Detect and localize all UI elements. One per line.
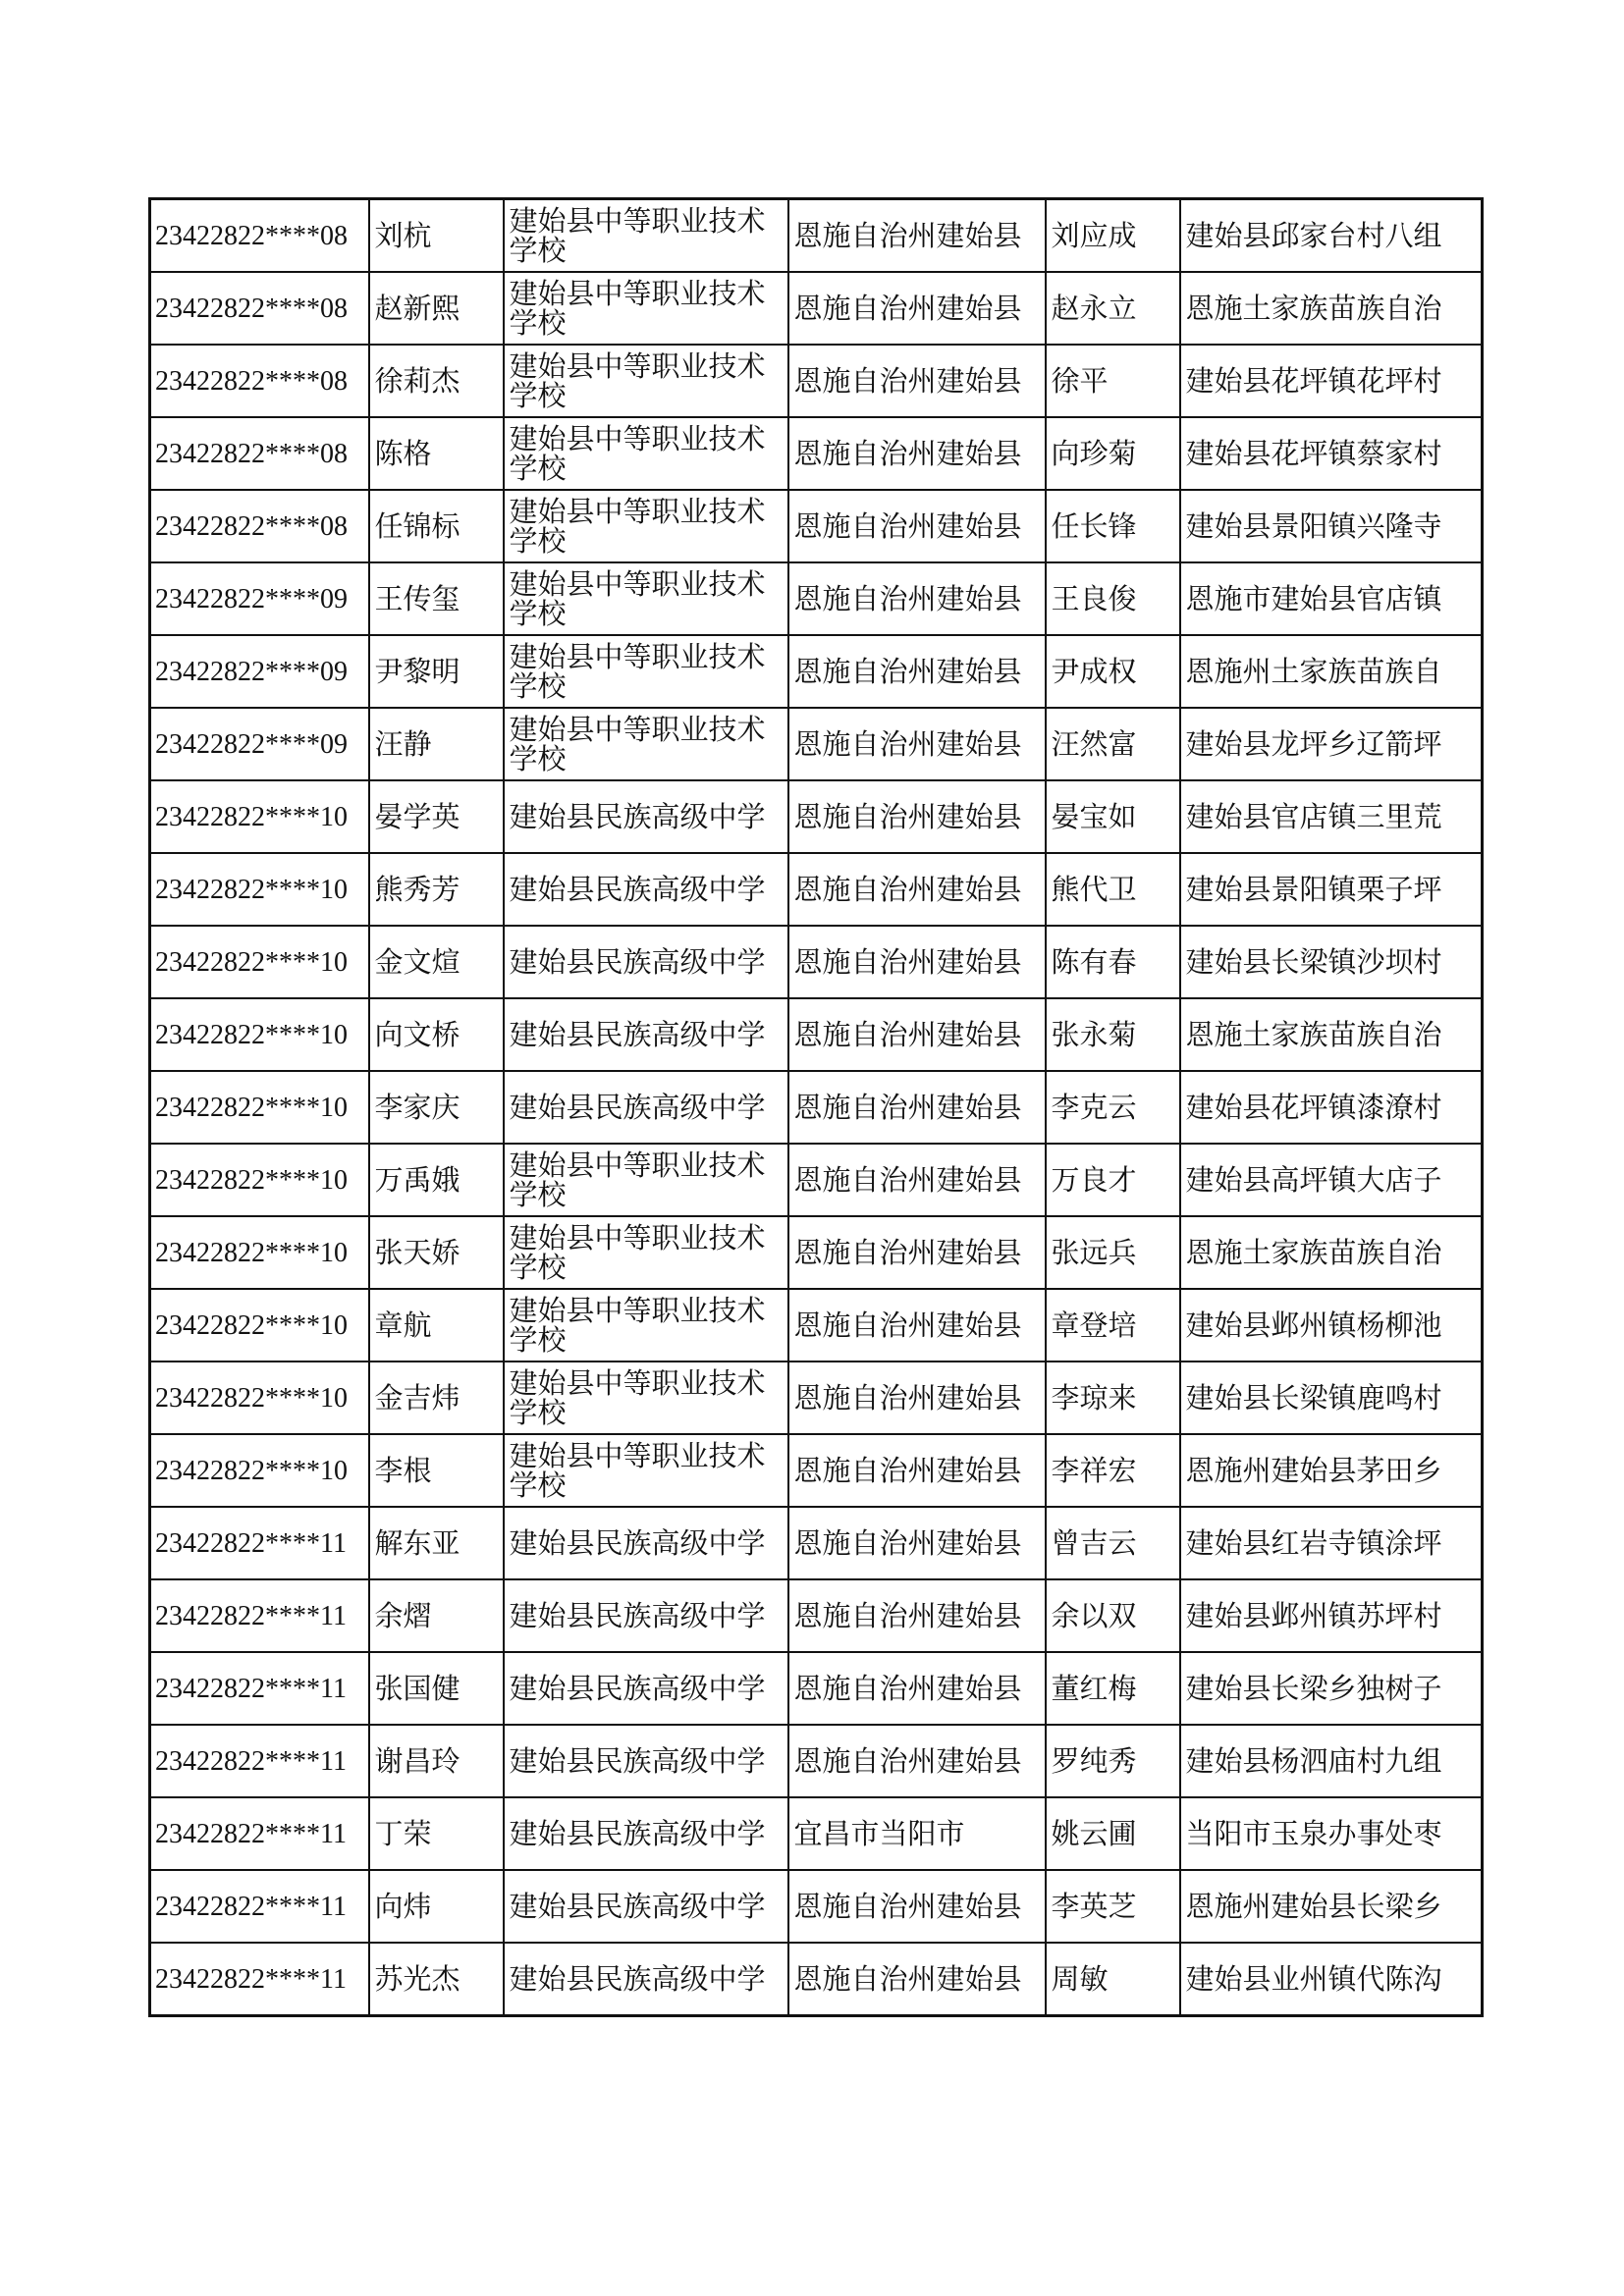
id-number-cell: 23422822****10: [150, 1434, 369, 1507]
student-name-cell: 徐莉杰: [369, 345, 504, 417]
guardian-name-cell: 张永菊: [1046, 998, 1180, 1071]
student-name-cell: 张国健: [369, 1652, 504, 1725]
region-cell: 恩施自治州建始县: [788, 1289, 1046, 1362]
guardian-name-cell: 赵永立: [1046, 272, 1180, 345]
guardian-name-cell: 张远兵: [1046, 1216, 1180, 1289]
guardian-name-cell: 李琼来: [1046, 1362, 1180, 1434]
table-row: [150, 345, 1483, 417]
address-cell: 建始县红岩寺镇涂坪: [1180, 1507, 1483, 1579]
guardian-name-cell: 罗纯秀: [1046, 1725, 1180, 1797]
school-cell: 建始县中等职业技术学校: [504, 708, 788, 780]
address-cell: 恩施土家族苗族自治: [1180, 998, 1483, 1071]
roster-body: [150, 199, 1483, 2016]
student-name-cell: 章航: [369, 1289, 504, 1362]
id-number-cell: 23422822****09: [150, 562, 369, 635]
school-cell: 建始县中等职业技术学校: [504, 635, 788, 708]
region-cell: 恩施自治州建始县: [788, 345, 1046, 417]
guardian-name-cell: 王良俊: [1046, 562, 1180, 635]
region-cell: 恩施自治州建始县: [788, 1071, 1046, 1144]
school-cell: 建始县中等职业技术学校: [504, 1216, 788, 1289]
school-cell: 建始县中等职业技术学校: [504, 417, 788, 490]
school-cell: 建始县中等职业技术学校: [504, 1362, 788, 1434]
id-number-cell: 23422822****11: [150, 1943, 369, 2016]
student-name-cell: 谢昌玲: [369, 1725, 504, 1797]
student-name-cell: 任锦标: [369, 490, 504, 562]
school-cell: 建始县中等职业技术学校: [504, 490, 788, 562]
id-number-cell: 23422822****08: [150, 490, 369, 562]
guardian-name-cell: 余以双: [1046, 1579, 1180, 1652]
guardian-name-cell: 姚云圃: [1046, 1797, 1180, 1870]
guardian-name-cell: 徐平: [1046, 345, 1180, 417]
id-number-cell: 23422822****09: [150, 635, 369, 708]
id-number-cell: 23422822****08: [150, 417, 369, 490]
address-cell: 当阳市玉泉办事处枣: [1180, 1797, 1483, 1870]
id-number-cell: 23422822****10: [150, 1289, 369, 1362]
region-cell: 恩施自治州建始县: [788, 562, 1046, 635]
id-number-cell: 23422822****11: [150, 1652, 369, 1725]
guardian-name-cell: 李克云: [1046, 1071, 1180, 1144]
guardian-name-cell: 尹成权: [1046, 635, 1180, 708]
address-cell: 建始县邺州镇杨柳池: [1180, 1289, 1483, 1362]
region-cell: 恩施自治州建始县: [788, 1434, 1046, 1507]
table-row: [150, 1434, 1483, 1507]
guardian-name-cell: 汪然富: [1046, 708, 1180, 780]
student-name-cell: 刘杭: [369, 199, 504, 273]
student-name-cell: 熊秀芳: [369, 853, 504, 926]
student-name-cell: 李家庆: [369, 1071, 504, 1144]
table-row: [150, 1144, 1483, 1216]
school-cell: 建始县民族高级中学: [504, 1071, 788, 1144]
guardian-name-cell: 曾吉云: [1046, 1507, 1180, 1579]
guardian-name-cell: 向珍菊: [1046, 417, 1180, 490]
school-cell: 建始县民族高级中学: [504, 926, 788, 998]
guardian-name-cell: 任长锋: [1046, 490, 1180, 562]
table-row: [150, 1289, 1483, 1362]
address-cell: 建始县花坪镇花坪村: [1180, 345, 1483, 417]
address-cell: 恩施州建始县长梁乡: [1180, 1870, 1483, 1943]
table-row: [150, 1362, 1483, 1434]
table-row: [150, 562, 1483, 635]
address-cell: 建始县邱家台村八组: [1180, 199, 1483, 273]
school-cell: 建始县民族高级中学: [504, 1725, 788, 1797]
table-row: [150, 1579, 1483, 1652]
address-cell: 恩施州建始县茅田乡: [1180, 1434, 1483, 1507]
id-number-cell: 23422822****10: [150, 1144, 369, 1216]
school-cell: 建始县民族高级中学: [504, 1652, 788, 1725]
table-row: [150, 1216, 1483, 1289]
student-name-cell: 李根: [369, 1434, 504, 1507]
student-name-cell: 金文煊: [369, 926, 504, 998]
guardian-name-cell: 晏宝如: [1046, 780, 1180, 853]
address-cell: 恩施土家族苗族自治: [1180, 272, 1483, 345]
student-name-cell: 金吉炜: [369, 1362, 504, 1434]
region-cell: 恩施自治州建始县: [788, 272, 1046, 345]
guardian-name-cell: 万良才: [1046, 1144, 1180, 1216]
id-number-cell: 23422822****11: [150, 1725, 369, 1797]
guardian-name-cell: 章登培: [1046, 1289, 1180, 1362]
id-number-cell: 23422822****10: [150, 926, 369, 998]
id-number-cell: 23422822****08: [150, 345, 369, 417]
address-cell: 恩施市建始县官店镇: [1180, 562, 1483, 635]
student-roster-table: [148, 197, 1484, 2017]
school-cell: 建始县民族高级中学: [504, 853, 788, 926]
table-row: [150, 1943, 1483, 2016]
table-row: [150, 1507, 1483, 1579]
region-cell: 宜昌市当阳市: [788, 1797, 1046, 1870]
school-cell: 建始县中等职业技术学校: [504, 1434, 788, 1507]
table-row: [150, 199, 1483, 273]
student-name-cell: 苏光杰: [369, 1943, 504, 2016]
address-cell: 建始县龙坪乡辽箭坪: [1180, 708, 1483, 780]
table-row: [150, 1725, 1483, 1797]
school-cell: 建始县中等职业技术学校: [504, 272, 788, 345]
table-row: [150, 417, 1483, 490]
id-number-cell: 23422822****08: [150, 272, 369, 345]
region-cell: 恩施自治州建始县: [788, 1725, 1046, 1797]
address-cell: 建始县业州镇代陈沟: [1180, 1943, 1483, 2016]
region-cell: 恩施自治州建始县: [788, 1507, 1046, 1579]
address-cell: 建始县花坪镇漆潦村: [1180, 1071, 1483, 1144]
school-cell: 建始县中等职业技术学校: [504, 562, 788, 635]
address-cell: 恩施州土家族苗族自: [1180, 635, 1483, 708]
region-cell: 恩施自治州建始县: [788, 1943, 1046, 2016]
address-cell: 恩施土家族苗族自治: [1180, 1216, 1483, 1289]
table-row: [150, 1797, 1483, 1870]
student-name-cell: 向文桥: [369, 998, 504, 1071]
address-cell: 建始县长梁乡独树子: [1180, 1652, 1483, 1725]
guardian-name-cell: 李英芝: [1046, 1870, 1180, 1943]
guardian-name-cell: 董红梅: [1046, 1652, 1180, 1725]
region-cell: 恩施自治州建始县: [788, 635, 1046, 708]
region-cell: 恩施自治州建始县: [788, 1652, 1046, 1725]
id-number-cell: 23422822****09: [150, 708, 369, 780]
school-cell: 建始县民族高级中学: [504, 780, 788, 853]
address-cell: 建始县杨泗庙村九组: [1180, 1725, 1483, 1797]
region-cell: 恩施自治州建始县: [788, 199, 1046, 273]
address-cell: 建始县高坪镇大店子: [1180, 1144, 1483, 1216]
student-name-cell: 汪静: [369, 708, 504, 780]
table-row: [150, 272, 1483, 345]
student-name-cell: 王传玺: [369, 562, 504, 635]
guardian-name-cell: 刘应成: [1046, 199, 1180, 273]
school-cell: 建始县中等职业技术学校: [504, 1144, 788, 1216]
region-cell: 恩施自治州建始县: [788, 998, 1046, 1071]
table-row: [150, 1071, 1483, 1144]
student-name-cell: 向炜: [369, 1870, 504, 1943]
id-number-cell: 23422822****10: [150, 1216, 369, 1289]
id-number-cell: 23422822****08: [150, 199, 369, 273]
address-cell: 建始县长梁镇鹿鸣村: [1180, 1362, 1483, 1434]
table-row: [150, 780, 1483, 853]
guardian-name-cell: 李祥宏: [1046, 1434, 1180, 1507]
student-name-cell: 余熠: [369, 1579, 504, 1652]
student-name-cell: 赵新熙: [369, 272, 504, 345]
guardian-name-cell: 陈有春: [1046, 926, 1180, 998]
region-cell: 恩施自治州建始县: [788, 1362, 1046, 1434]
id-number-cell: 23422822****10: [150, 780, 369, 853]
school-cell: 建始县民族高级中学: [504, 1943, 788, 2016]
school-cell: 建始县民族高级中学: [504, 1579, 788, 1652]
school-cell: 建始县民族高级中学: [504, 998, 788, 1071]
school-cell: 建始县民族高级中学: [504, 1507, 788, 1579]
school-cell: 建始县民族高级中学: [504, 1797, 788, 1870]
table-row: [150, 853, 1483, 926]
table-row: [150, 708, 1483, 780]
region-cell: 恩施自治州建始县: [788, 1144, 1046, 1216]
id-number-cell: 23422822****10: [150, 1362, 369, 1434]
student-name-cell: 尹黎明: [369, 635, 504, 708]
id-number-cell: 23422822****11: [150, 1579, 369, 1652]
table-row: [150, 1652, 1483, 1725]
id-number-cell: 23422822****10: [150, 853, 369, 926]
id-number-cell: 23422822****11: [150, 1507, 369, 1579]
address-cell: 建始县长梁镇沙坝村: [1180, 926, 1483, 998]
address-cell: 建始县官店镇三里荒: [1180, 780, 1483, 853]
student-name-cell: 解东亚: [369, 1507, 504, 1579]
id-number-cell: 23422822****10: [150, 1071, 369, 1144]
region-cell: 恩施自治州建始县: [788, 1216, 1046, 1289]
student-name-cell: 万禹娥: [369, 1144, 504, 1216]
address-cell: 建始县景阳镇兴隆寺: [1180, 490, 1483, 562]
id-number-cell: 23422822****11: [150, 1797, 369, 1870]
student-name-cell: 张天娇: [369, 1216, 504, 1289]
student-name-cell: 陈格: [369, 417, 504, 490]
address-cell: 建始县景阳镇栗子坪: [1180, 853, 1483, 926]
table-row: [150, 1870, 1483, 1943]
region-cell: 恩施自治州建始县: [788, 780, 1046, 853]
table-row: [150, 490, 1483, 562]
student-name-cell: 晏学英: [369, 780, 504, 853]
table-row: [150, 635, 1483, 708]
address-cell: 建始县邺州镇苏坪村: [1180, 1579, 1483, 1652]
id-number-cell: 23422822****11: [150, 1870, 369, 1943]
region-cell: 恩施自治州建始县: [788, 1579, 1046, 1652]
school-cell: 建始县中等职业技术学校: [504, 1289, 788, 1362]
school-cell: 建始县中等职业技术学校: [504, 199, 788, 273]
region-cell: 恩施自治州建始县: [788, 417, 1046, 490]
id-number-cell: 23422822****10: [150, 998, 369, 1071]
region-cell: 恩施自治州建始县: [788, 926, 1046, 998]
guardian-name-cell: 熊代卫: [1046, 853, 1180, 926]
region-cell: 恩施自治州建始县: [788, 490, 1046, 562]
guardian-name-cell: 周敏: [1046, 1943, 1180, 2016]
student-name-cell: 丁荣: [369, 1797, 504, 1870]
address-cell: 建始县花坪镇蔡家村: [1180, 417, 1483, 490]
region-cell: 恩施自治州建始县: [788, 1870, 1046, 1943]
region-cell: 恩施自治州建始县: [788, 708, 1046, 780]
table-row: [150, 998, 1483, 1071]
school-cell: 建始县中等职业技术学校: [504, 345, 788, 417]
table-row: [150, 926, 1483, 998]
region-cell: 恩施自治州建始县: [788, 853, 1046, 926]
school-cell: 建始县民族高级中学: [504, 1870, 788, 1943]
